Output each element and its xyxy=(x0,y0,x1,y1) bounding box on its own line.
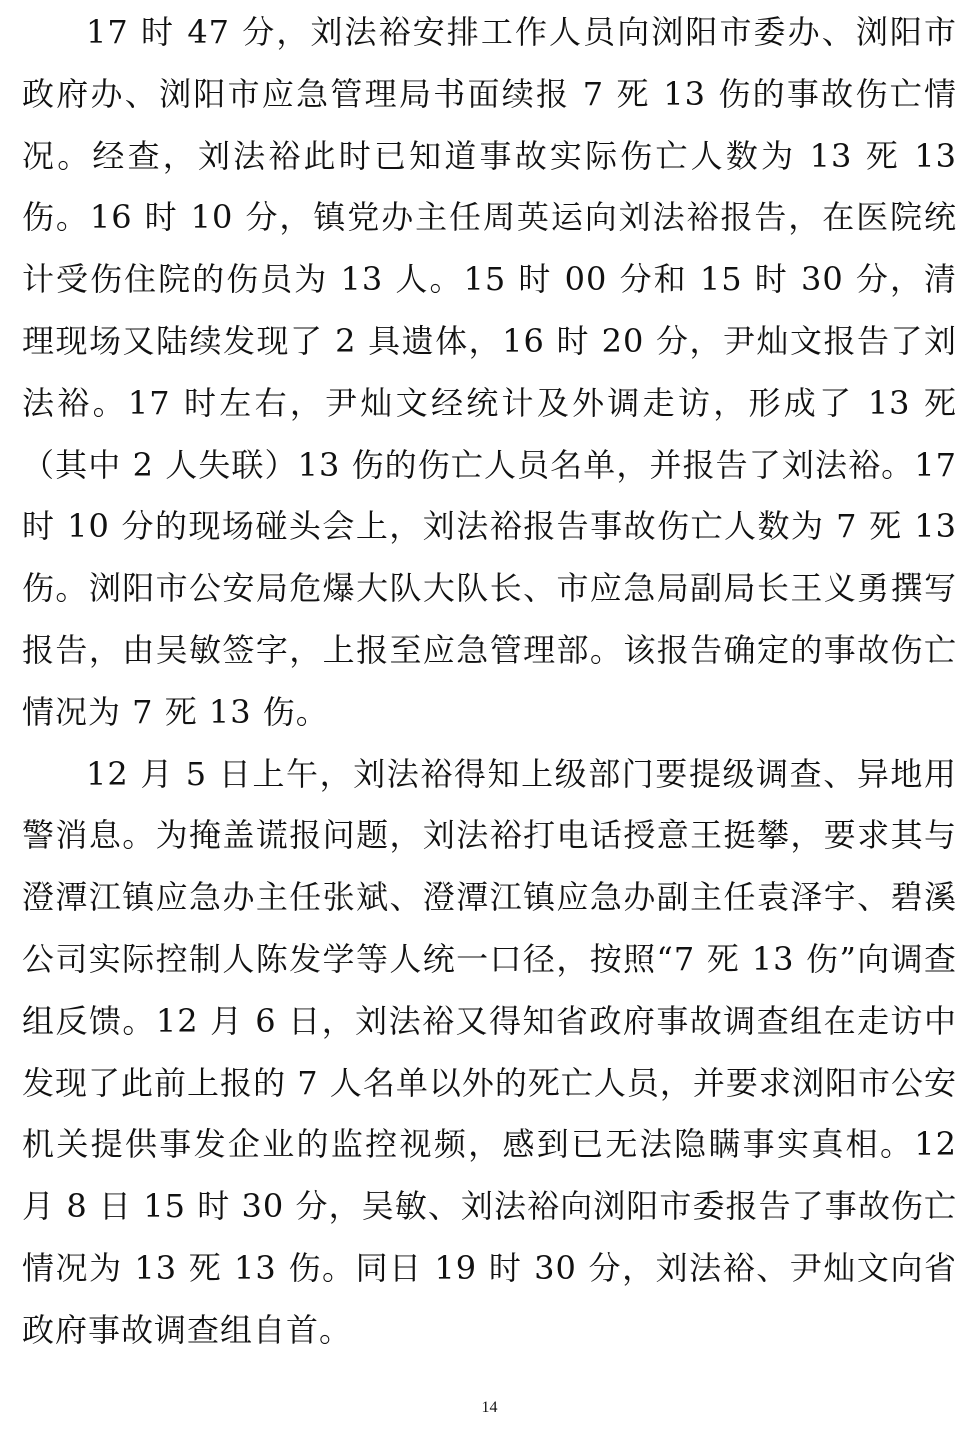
page-number: 14 xyxy=(481,1399,498,1416)
body-text xyxy=(22,2,957,1362)
paragraph-2: 12 月 5 日上午，刘法裕得知上级部门要提级调查、异地用警消息。为掩盖谎报问题，刘法裕打电话授意王挺攀，要求其与澄潭江镇应急办主任张斌、澄潭江镇应急办副主任袁泽宇、碧溪公司实际控制人陈发学等人统一口径，按照“7 死 13 伤”向调查组反馈。12 月 6 日，刘法裕又得知省政府事故调查组在走访中发现了此前上报的 7 人名单以外的死亡人员，并要求浏阳市公安机关提供事发企业的监控视频，感到已无法隐瞒事实真相。12 月 8 日 15 时 30 分，吴敏、刘法裕向浏阳市委报告了事故伤亡情况为 13 死 13 伤。同日 19 时 30 分，刘法裕、尹灿文向省政府事故调查组自首。 xyxy=(22,754,957,1349)
paragraph-1: 17 时 47 分，刘法裕安排工作人员向浏阳市委办、浏阳市政府办、浏阳市应急管理局书面续报 7 死 13 伤的事故伤亡情况。经查，刘法裕此时已知道事故实际伤亡人数为 13 死 13 伤。16 时 10 分，镇党办主任周英运向刘法裕报告，在医院统计受伤住院的伤员为 13 人。15 时 00 分和 15 时 30 分，清理现场又陆续发现了 2 具遗体，16 时 20 分，尹灿文报告了刘法裕。17 时左右，尹灿文经统计及外调走访，形成了 13 死（其中 2 人失联）13 伤的伤亡人员名单，并报告了刘法裕。17 时 10 分的现场碰头会上，刘法裕报告事故伤亡人数为 7 死 13 伤。浏阳市公安局危爆大队大队长、市应急局副局长王义勇撰写报告，由吴敏签字，上报至应急管理部。该报告确定的事故伤亡情况为 7 死 13 伤。 xyxy=(22,13,957,731)
